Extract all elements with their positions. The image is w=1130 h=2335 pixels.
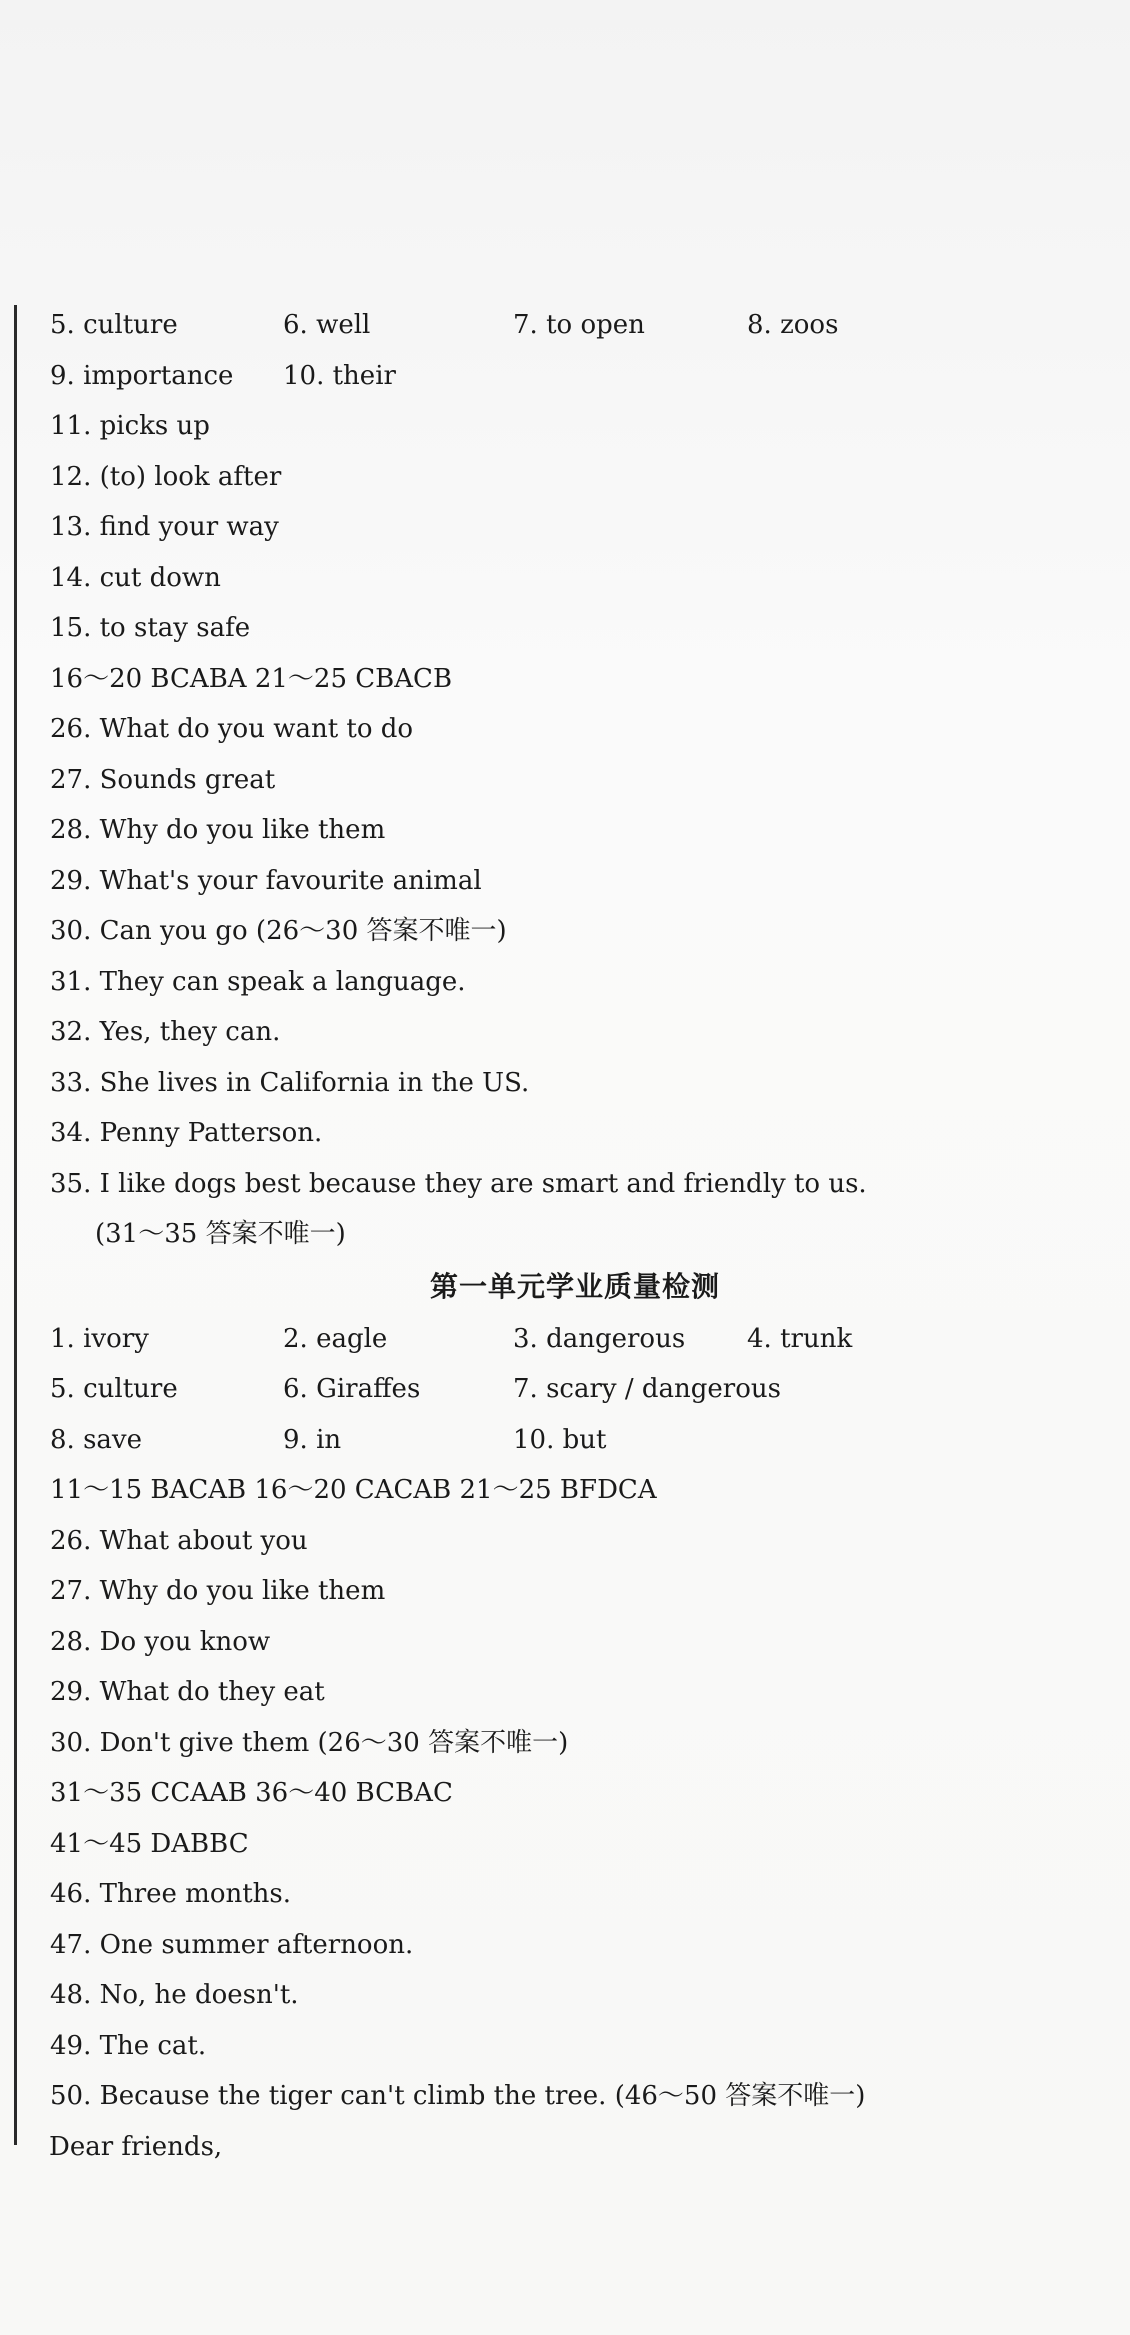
answer-row xyxy=(50,1415,1090,1466)
answer-item: 2. eagle xyxy=(283,1323,388,1354)
answer-row xyxy=(50,300,1090,351)
answer-line: 13. find your way xyxy=(50,512,279,542)
answer-item: 5. culture xyxy=(50,1374,178,1404)
letter-greeting: Dear friends, xyxy=(49,2131,223,2162)
answer-item: 3. dangerous xyxy=(513,1323,686,1354)
answer-line: 32. Yes, they can. xyxy=(50,1017,281,1047)
answer-line: 31. They can speak a language. xyxy=(50,966,466,997)
answer-item: 9. importance xyxy=(50,360,234,391)
answer-line: 49. The cat. xyxy=(50,2030,207,2061)
answer-item: 7. to open xyxy=(513,310,645,340)
answer-line: 30. Can you go (26～30 答案不唯一) xyxy=(50,916,507,946)
answer-line: 47. One summer afternoon. xyxy=(50,1929,414,1960)
answer-item: 8. zoos xyxy=(747,310,839,340)
answer-item: 10. but xyxy=(513,1424,607,1455)
answer-row xyxy=(50,351,1090,402)
answer-line: 11～15 BACAB 16～20 CACAB 21～25 BFDCA xyxy=(50,1475,657,1505)
answer-item: 10. their xyxy=(283,360,396,391)
answer-item: 8. save xyxy=(50,1424,142,1455)
binding-margin-line xyxy=(14,305,17,2145)
answer-row xyxy=(50,1364,1090,1415)
answer-line: 27. Why do you like them xyxy=(50,1576,386,1606)
answer-line: 29. What do they eat xyxy=(50,1677,325,1707)
answer-line: 35. I like dogs best because they are smart and friendly to us. xyxy=(50,1168,867,1199)
answer-line: 16～20 BCABA 21～25 CBACB xyxy=(50,663,453,694)
answer-content xyxy=(50,300,1090,2172)
answer-item: 5. culture xyxy=(50,310,178,340)
answer-item: 6. Giraffes xyxy=(283,1374,421,1404)
answer-line: 50. Because the tiger can't climb the tree. (46～50 答案不唯一) xyxy=(50,2081,866,2111)
answer-item: 7. scary / dangerous xyxy=(513,1374,781,1404)
answer-line: 28. Do you know xyxy=(50,1626,271,1657)
answer-line: 46. Three months. xyxy=(50,1879,292,1909)
answer-line: 28. Why do you like them xyxy=(50,815,386,845)
answer-item: 6. well xyxy=(283,310,371,340)
section-heading: 第一单元学业质量检测 xyxy=(429,1269,720,1303)
answer-line: 33. She lives in California in the US. xyxy=(50,1067,530,1098)
answer-item: 9. in xyxy=(283,1424,342,1455)
answer-row xyxy=(50,1314,1090,1365)
answer-line: 26. What do you want to do xyxy=(50,714,414,744)
answer-line: 27. Sounds great xyxy=(50,764,276,795)
answer-note: (31～35 答案不唯一) xyxy=(95,1219,346,1249)
answer-line: 29. What's your favourite animal xyxy=(50,865,482,896)
answer-line: 30. Don't give them (26～30 答案不唯一) xyxy=(50,1727,569,1758)
answer-line: 14. cut down xyxy=(50,562,221,593)
answer-line: 41～45 DABBC xyxy=(50,1828,249,1859)
answer-line: 12. (to) look after xyxy=(50,461,282,492)
answer-item: 4. trunk xyxy=(747,1323,853,1354)
answer-line: 34. Penny Patterson. xyxy=(50,1118,323,1148)
answer-line: 26. What about you xyxy=(50,1525,308,1556)
answer-line: 48. No, he doesn't. xyxy=(50,1980,299,2010)
answer-item: 1. ivory xyxy=(50,1323,149,1354)
answer-line: 11. picks up xyxy=(50,411,210,441)
answer-line: 31～35 CCAAB 36～40 BCBAC xyxy=(50,1778,453,1808)
answer-line: 15. to stay safe xyxy=(50,613,251,643)
